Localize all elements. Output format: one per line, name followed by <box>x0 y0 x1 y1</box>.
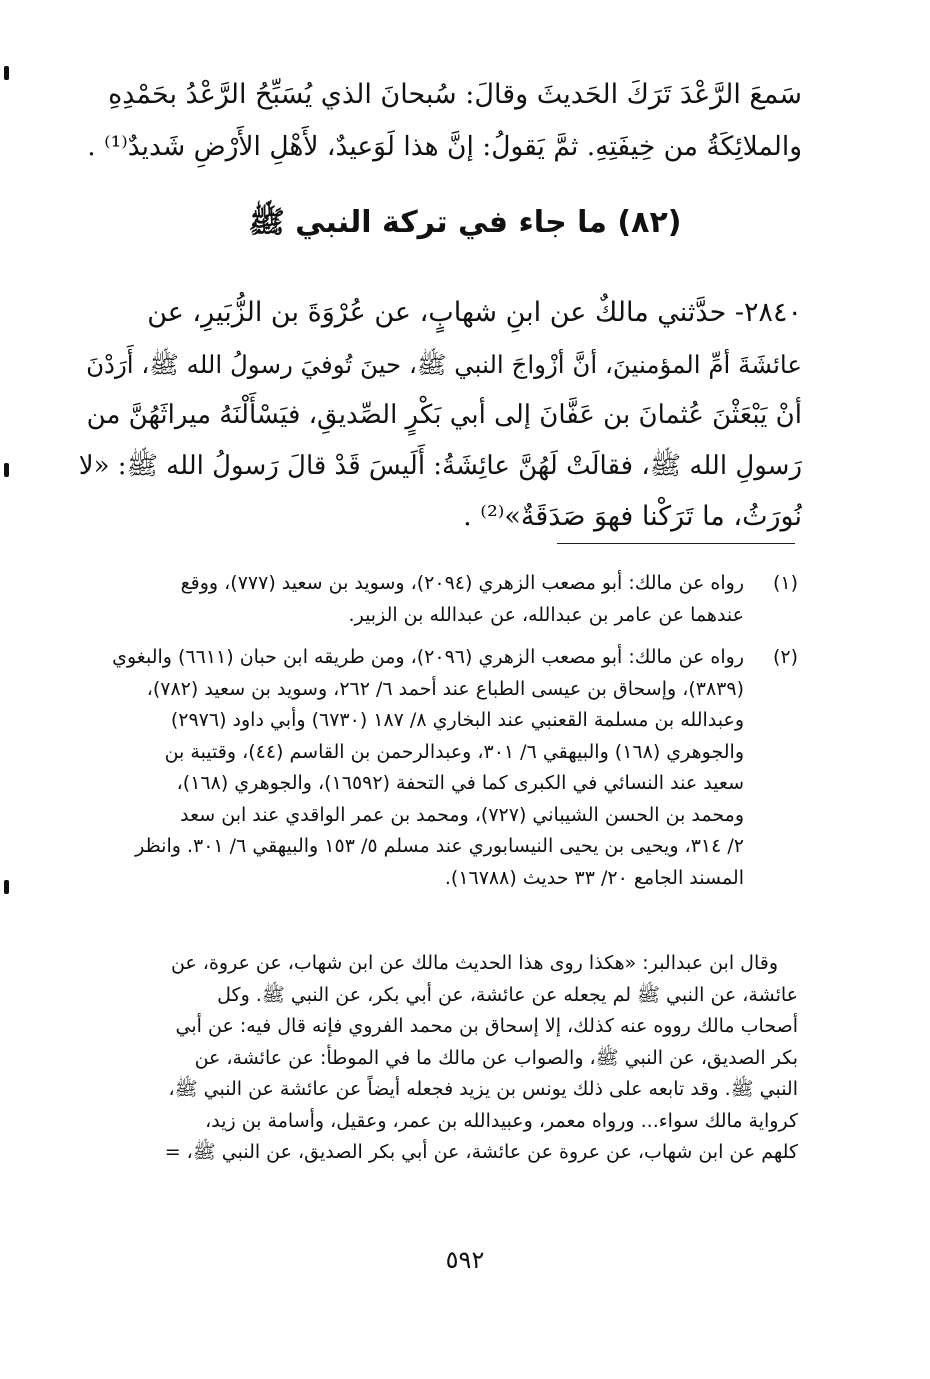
scan-mark-top-left <box>4 66 9 80</box>
commentary-line-4: بكر الصديق، عن النبي ﷺ، والصواب عن مالك ما في الموطأ: عن عائشة، عن <box>194 1046 798 1069</box>
footnote-2-line-7: ٢/ ٣١٤، ويحيى بن يحيى النيسابوري عند مسلم ٥/ ١٥٣ والبيهقي ٦/ ٣٠١. وانظر <box>135 835 744 857</box>
page-number: ٥٩٢ <box>445 1246 485 1274</box>
footnote-2-line-1: رواه عن مالك: أبو مصعب الزهري (٢٠٩٦)، ومن طريقه ابن حبان (٦٦١١) والبغوي <box>112 646 744 668</box>
footnote-2-line-4: والجوهري (١٦٨) والبيهقي ٦/ ٣٠١، وعبدالرحمن بن القاسم (٤٤)، وقتيبة بن <box>164 740 744 763</box>
hadith-line-3: أنْ يَبْعَثْنَ عُثمانَ بن عَفَّانَ إلى أبي بَكْرٍ الصِّديقِ، فيَسْأَلْنَهُ ميراثَهُنَّ من <box>86 400 802 430</box>
commentary-line-3: أصحاب مالك رووه عنه كذلك، إلا إسحاق بن محمد الفروي فإنه قال فيه: عن أبي <box>175 1015 798 1037</box>
footnote-commentary <box>80 948 798 1169</box>
scan-mark-lower-left <box>4 880 9 894</box>
commentary-line-6: كرواية مالك سواء... ورواه معمر، وعبيدالله بن عمر، وعقيل، وأسامة بن زيد، <box>205 1109 798 1132</box>
main-text-line-2: والملائِكَةُ من خِيفَتِهِ. ثمَّ يَقولُ: إنَّ هذا لَوَعيدٌ، لأَهْلِ الأَرْضِ شَديدٌ⁽¹⁾ . <box>87 131 802 162</box>
commentary-line-1: وقال ابن عبدالبر: «هكذا روى هذا الحديث مالك عن ابن شهاب، عن عروة، عن <box>170 952 778 974</box>
footnote-1-body <box>80 568 744 631</box>
commentary-line-7: كلهم عن ابن شهاب، عن عروة عن عائشة، عن أبي بكر الصديق، عن النبي ﷺ، = <box>164 1141 798 1163</box>
commentary-line-2: عائشة، عن النبي ﷺ لم يجعله عن عائشة، عن أبي بكر، عن النبي ﷺ. وكل <box>217 983 798 1006</box>
scan-mark-mid-left <box>4 463 9 477</box>
footnote-2-line-3: وعبدالله بن مسلمة القعنبي عند البخاري ٨/ ١٨٧ (٦٧٣٠) وأبي داود (٢٩٧٦) <box>170 709 744 731</box>
footnote-2-body <box>80 642 744 894</box>
commentary-line-5: النبي ﷺ. وقد تابعه على ذلك يونس بن يزيد فجعله أيضاً عن عائشة عن النبي ﷺ، <box>168 1078 798 1100</box>
hadith-line-5: نُورَثُ، ما تَرَكْنا فهوَ صَدَقَةٌ»⁽²⁾ . <box>463 501 802 532</box>
footnote-1-line-2: عندهما عن عامر بن عبدالله، عن عبدالله بن الزبير. <box>348 603 744 626</box>
hadith-line-1: ٢٨٤٠- حدَّثني مالكٌ عن ابنِ شهابٍ، عن عُرْوَةَ بن الزُّبَيرِ، عن <box>147 297 802 328</box>
footnote-2-line-6: ومحمد بن الحسن الشيباني (٧٢٧)، ومحمد بن عمر الواقدي عند ابن سعد <box>180 803 744 826</box>
footnote-1-number: (١) <box>772 572 798 594</box>
hadith-line-2: عائشَةَ أمِّ المؤمنينَ، أنَّ أزْواجَ النبي ﷺ، حينَ تُوفيَ رسولُ الله ﷺ، أَرَدْنَ <box>86 350 802 379</box>
chapter-heading: (٨٢) ما جاء في تركة النبي ﷺ <box>248 205 682 240</box>
hadith-line-4: رَسولِ الله ﷺ، فقالَتْ لَهُنَّ عائِشَةُ: أَلَيسَ قَدْ قالَ رَسولُ الله ﷺ: «لا <box>78 451 802 481</box>
footnote-2 <box>80 642 798 894</box>
footnote-1 <box>80 568 798 631</box>
footnote-2-number: (٢) <box>772 646 798 668</box>
footnote-2-line-5: سعيد عند النسائي في الكبرى كما في التحفة (١٦٥٩٢)، والجوهري (١٦٨)، <box>176 772 744 794</box>
footnote-2-line-8: المسند الجامع ٢٠/ ٣٣ حديث (١٦٧٨٨). <box>444 866 744 889</box>
footnote-1-line-1: رواه عن مالك: أبو مصعب الزهري (٢٠٩٤)، وسويد بن سعيد (٧٧٧)، ووقع <box>180 572 744 594</box>
footnote-separator <box>557 543 795 544</box>
footnote-commentary-body <box>80 948 798 1169</box>
footnote-2-line-2: (٣٨٣٩)، وإسحاق بن عيسى الطباع عند أحمد ٦/ ٢٦٢، وسويد بن سعيد (٧٨٢)، <box>146 677 744 700</box>
main-text-line-1: سَمعَ الرَّعْدَ تَرَكَ الحَديثَ وقالَ: سُبحانَ الذي يُسَبِّحُ الرَّعْدُ بحَمْدِهِ <box>108 79 802 110</box>
